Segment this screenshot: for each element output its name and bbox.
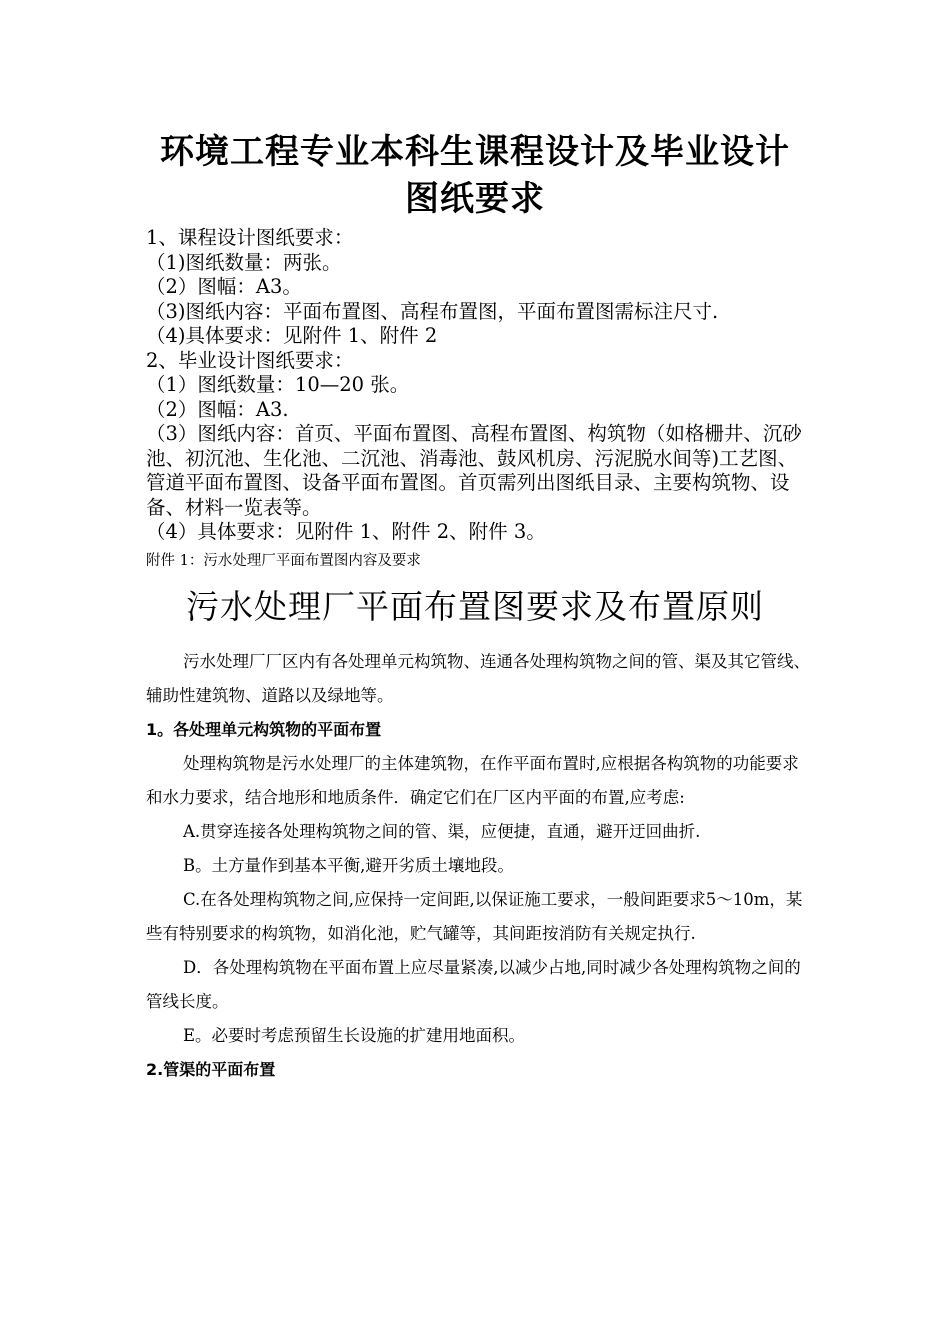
course-design-item: （2）图幅：A3。 — [146, 275, 302, 298]
section-title: 污水处理厂平面布置图要求及布置原则 — [186, 587, 764, 626]
graduation-design-item: （4）具体要求：见附件 1、附件 2、附件 3。 — [146, 520, 546, 543]
document-title-line-1: 环境工程专业本科生课程设计及毕业设计 — [160, 132, 790, 172]
graduation-design-heading: 2、毕业设计图纸要求： — [146, 348, 354, 372]
section-1-heading: 1。各处理单元构筑物的平面布置 — [146, 720, 382, 739]
section-1-paragraph: 处理构筑物是污水处理厂的主体建筑物，在作平面布置时,应根据各构筑物的功能要求和水力要求，结合地形和地质条件．确定它们在厂区内平面的布置,应考虑: — [146, 754, 799, 807]
section-1-point: A.贯穿连接各处理构筑物之间的管、渠，应便捷，直通，避开迂回曲折. — [183, 822, 701, 841]
section-1-point: B。土方量作到基本平衡,避开劣质土壤地段。 — [183, 856, 514, 875]
section-body — [146, 645, 814, 1087]
graduation-design-item: （2）图幅：A3. — [146, 397, 289, 421]
section-1-point: C.在各处理构筑物之间,应保持一定间距,以保证施工要求，一般间距要求5～10m，某些有特别要求的构筑物，如消化池，贮气罐等，其间距按消防有关规定执行. — [146, 890, 803, 943]
graduation-design-item: （1）图纸数量：10—20 张。 — [146, 373, 410, 396]
intro-paragraph: 污水处理厂厂区内有各处理单元构筑物、连通各处理构筑物之间的管、渠及其它管线、辅助性建筑物、道路以及绿地等。 — [146, 652, 810, 705]
course-design-heading: 1、课程设计图纸要求： — [146, 226, 354, 249]
graduation-design-item: （3）图纸内容：首页、平面布置图、高程布置图、构筑物（如格栅井、沉砂池、初沉池、生化池、二沉池、消毒池、鼓风机房、污泥脱水间等)工艺图、管道平面布置图、设备平面布置图。首页需列出图纸目录、主要构筑物、设备、材料一览表等。 — [146, 422, 802, 519]
course-design-item: （1)图纸数量：两张。 — [146, 250, 342, 274]
drawing-requirements — [146, 226, 811, 545]
section-1-point: D．各处理构筑物在平面布置上应尽量紧凑,以减少占地,同时减少各处理构筑物之间的管线长度。 — [146, 958, 801, 1011]
course-design-item: （3)图纸内容：平面布置图、高程布置图，平面布置图需标注尺寸. — [146, 299, 719, 323]
section-2-heading: 2.管渠的平面布置 — [146, 1060, 276, 1079]
document-title-line-2: 图纸要求 — [405, 179, 545, 219]
attachment-label: 附件 1：污水处理厂平面布置图内容及要求 — [146, 553, 421, 569]
course-design-item: （4)具体要求：见附件 1、附件 2 — [146, 324, 438, 347]
section-1-point: E。必要时考虑预留生长设施的扩建用地面积。 — [183, 1026, 526, 1045]
